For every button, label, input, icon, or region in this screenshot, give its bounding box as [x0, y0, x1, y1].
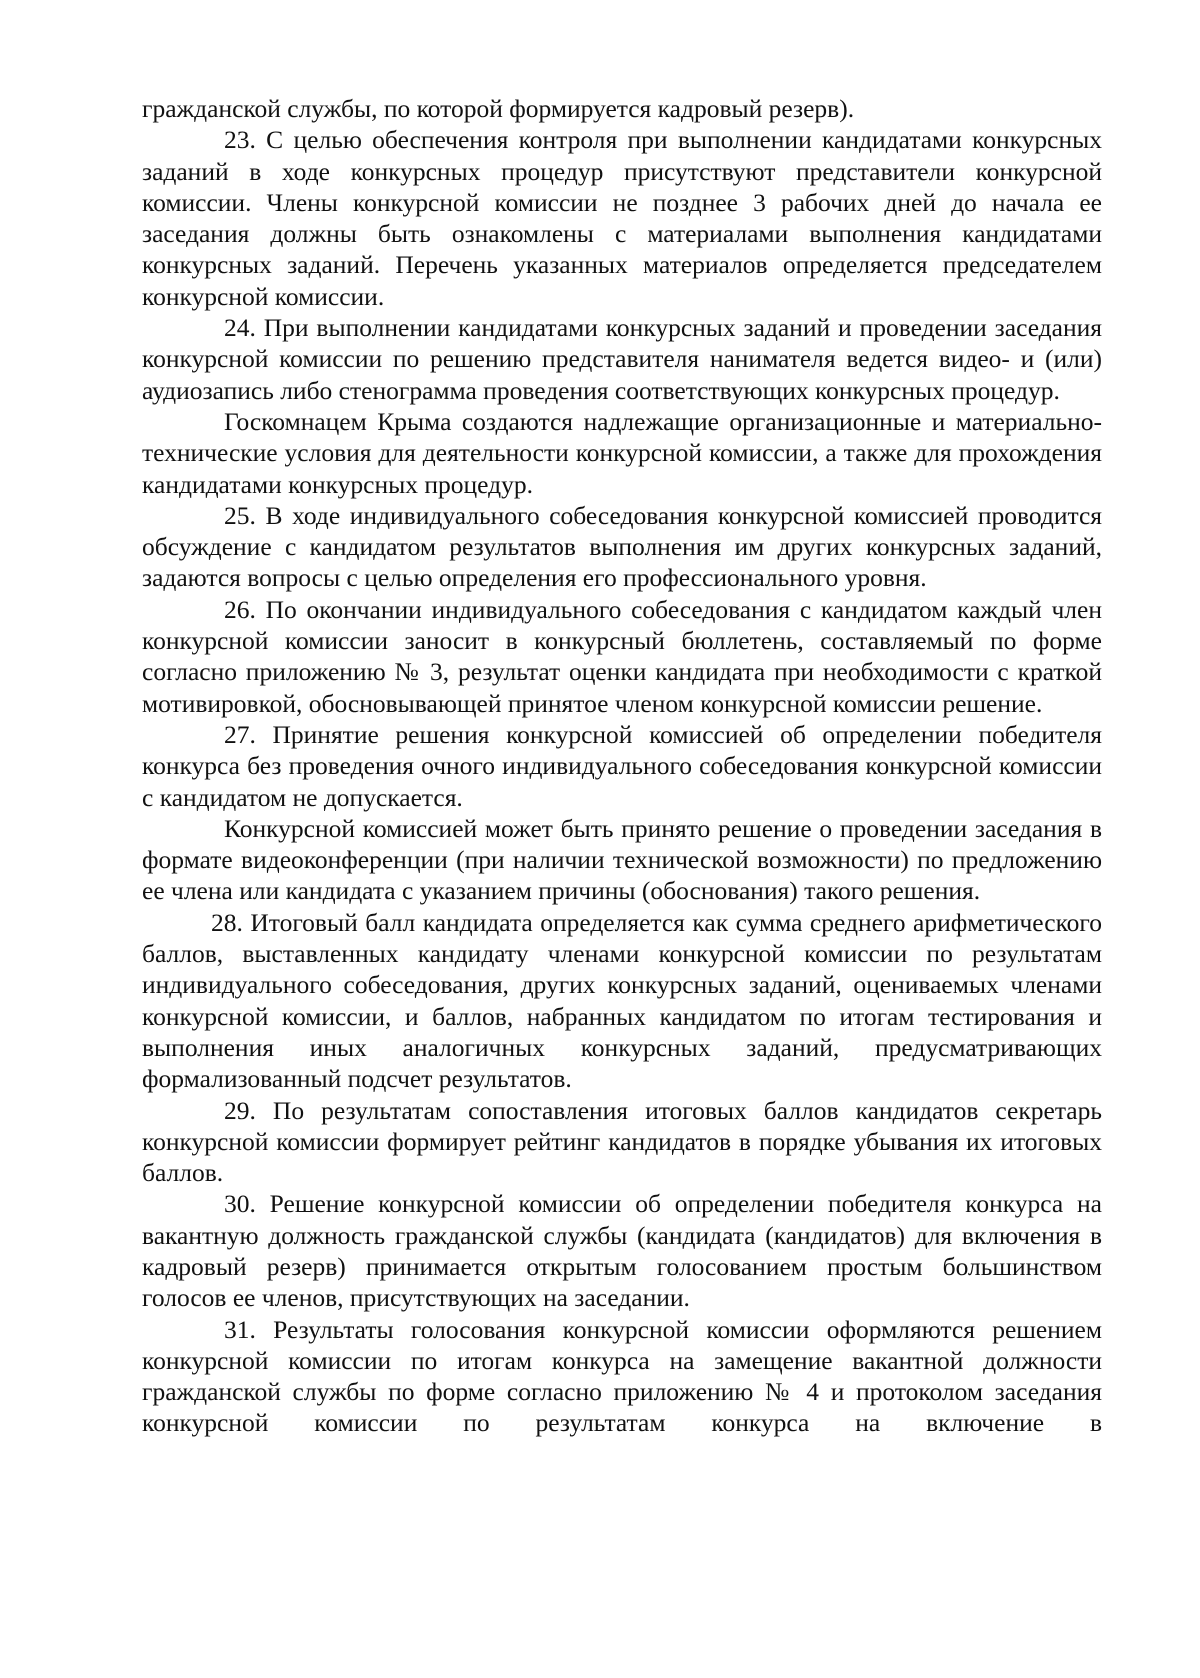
paragraph-item-28: 28. Итоговый балл кандидата определяется как сумма среднего арифметического баллов, выставленных кандидату членами конкурсной комиссии по результатам индивидуального собеседования, других конкурсных заданий, оцениваемых членами конкурсной комиссии, и баллов, набранных кандидатом по итогам тестирования и выполнения иных аналогичных конкурсных заданий, предусматривающих формализованный подсчет результатов.: [142, 907, 1102, 1094]
paragraph-goskomnats: Госкомнацем Крыма создаются надлежащие организационные и материально-технические условия для деятельности конкурсной комиссии, а также для прохождения кандидатами конкурсных процедур.: [142, 406, 1102, 499]
paragraph-videoconference: Конкурсной комиссией может быть принято решение о проведении заседания в формате видеоконференции (при наличии технической возможности) по предложению ее члена или кандидата с указанием причины (обоснования) такого решения.: [142, 813, 1102, 906]
paragraph-item-26: 26. По окончании индивидуального собеседования с кандидатом каждый член конкурсной комиссии заносит в конкурсный бюллетень, составляемый по форме согласно приложению № 3, результат оценки кандидата при необходимости с краткой мотивировкой, обосновывающей принятое членом конкурсной комиссии решение.: [142, 594, 1102, 718]
paragraph-item-30: 30. Решение конкурсной комиссии об определении победителя конкурса на вакантную должность гражданской службы (кандидата (кандидатов) для включения в кадровый резерв) принимается открытым голосованием простым большинством голосов ее членов, присутствующих на заседании.: [142, 1189, 1102, 1313]
paragraph-item-25: 25. В ходе индивидуального собеседования конкурсной комиссией проводится обсуждение с кандидатом результатов выполнения им других конкурсных заданий, задаются вопросы с целью определения его профессионального уровня.: [142, 500, 1102, 593]
paragraph-item-31: 31. Результаты голосования конкурсной комиссии оформляются решением конкурсной комиссии по итогам конкурса на замещение вакантной должности гражданской службы по форме согласно приложению № 4 и протоколом заседания конкурсной комиссии по результатам конкурса на включение в: [142, 1314, 1102, 1438]
paragraph-item-29: 29. По результатам сопоставления итоговых баллов кандидатов секретарь конкурсной комиссии формирует рейтинг кандидатов в порядке убывания их итоговых баллов.: [142, 1095, 1102, 1188]
paragraph-item-27: 27. Принятие решения конкурсной комиссией об определении победителя конкурса без проведения очного индивидуального собеседования конкурсной комиссии с кандидатом не допускается.: [142, 719, 1102, 812]
paragraph-continuation: гражданской службы, по которой формируется кадровый резерв).: [142, 94, 855, 123]
paragraph-item-24: 24. При выполнении кандидатами конкурсных заданий и проведении заседания конкурсной комиссии по решению представителя нанимателя ведется видео- и (или) аудиозапись либо стенограмма проведения соответствующих конкурсных процедур.: [142, 313, 1102, 405]
paragraph-item-23: 23. С целью обеспечения контроля при выполнении кандидатами конкурсных заданий в ходе конкурсных процедур присутствуют представители конкурсной комиссии. Члены конкурсной комиссии не позднее 3 рабочих дней до начала ее заседания должны быть ознакомлены с материалами выполнения кандидатами конкурсных заданий. Перечень указанных материалов определяется председателем конкурсной комиссии.: [142, 125, 1102, 311]
document-body: [142, 93, 1102, 1439]
